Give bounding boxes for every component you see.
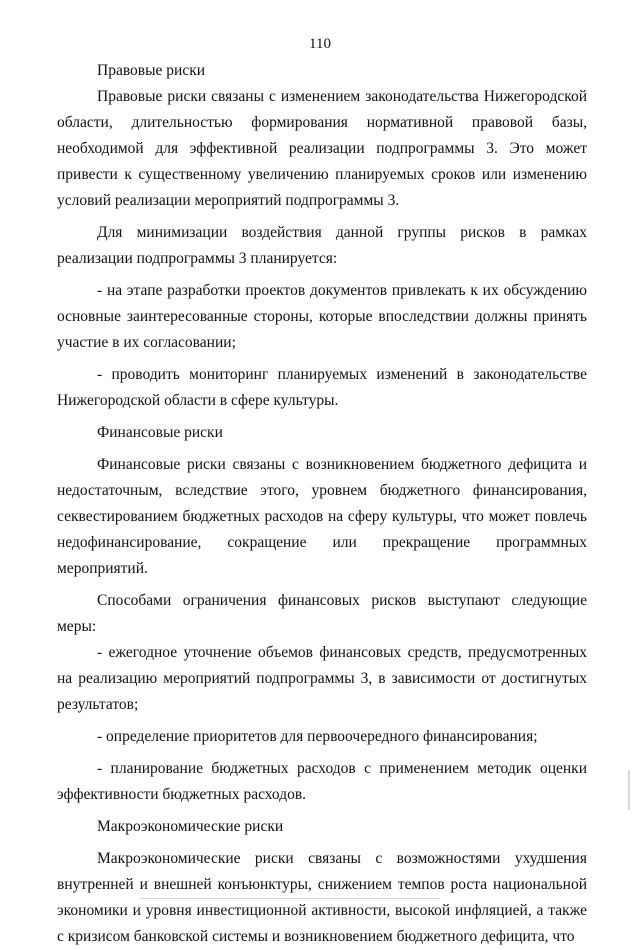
paragraph: Правовые риски связаны с изменением законодательства Нижегородской области, длительностью формирования нормативной правовой базы, необходимой для эффективной реализации подпрограммы 3. Это может привести к существенному увеличению планируемых сроков или изменению условий реализации мероприятий подпрограммы 3. [57,88,587,209]
section-heading-financial: Финансовые риски [97,424,223,441]
list-item: - планирование бюджетных расходов с применением методик оценки эффективности бюджетных расходов. [57,760,587,803]
list-item: - проводить мониторинг планируемых изменений в законодательстве Нижегородской области в сфере культуры. [57,366,587,409]
section-heading-legal: Правовые риски [97,62,206,79]
document-body [57,58,587,950]
page-number: 110 [309,36,331,52]
list-item: - на этапе разработки проектов документов привлекать к их обсуждению основные заинтересованные стороны, которые впоследствии должны принять участие в их согласовании; [57,282,587,351]
list-item: - ежегодное уточнение объемов финансовых средств, предусмотренных на реализацию мероприятий подпрограммы 3, в зависимости от достигнутых результатов; [57,644,587,713]
section-heading-macroeconomic: Макроэкономические риски [97,818,284,835]
scan-edge-line [140,898,440,899]
paragraph: Для минимизации воздействия данной группы рисков в рамках реализации подпрограммы 3 планируется: [57,224,587,267]
paragraph: Финансовые риски связаны с возникновением бюджетного дефицита и недостаточным, вследствие этого, уровнем бюджетного финансирования, секвестированием бюджетных расходов на сферу культуры, что может повлечь недофинансирование, сокращение или прекращение программных мероприятий. [57,456,587,577]
list-item: - определение приоритетов для первоочередного финансирования; [97,728,538,745]
scan-artifact [628,770,630,810]
paragraph: Макроэкономические риски связаны с возможностями ухудшения внутренней и внешней конъюнктуры, снижением темпов роста национальной экономики и уровня инвестиционной активности, высокой инфляцией, а также с кризисом банковской системы и возникновением бюджетного дефицита, что [57,850,587,945]
paragraph: Способами ограничения финансовых рисков выступают следующие меры: [57,592,587,635]
